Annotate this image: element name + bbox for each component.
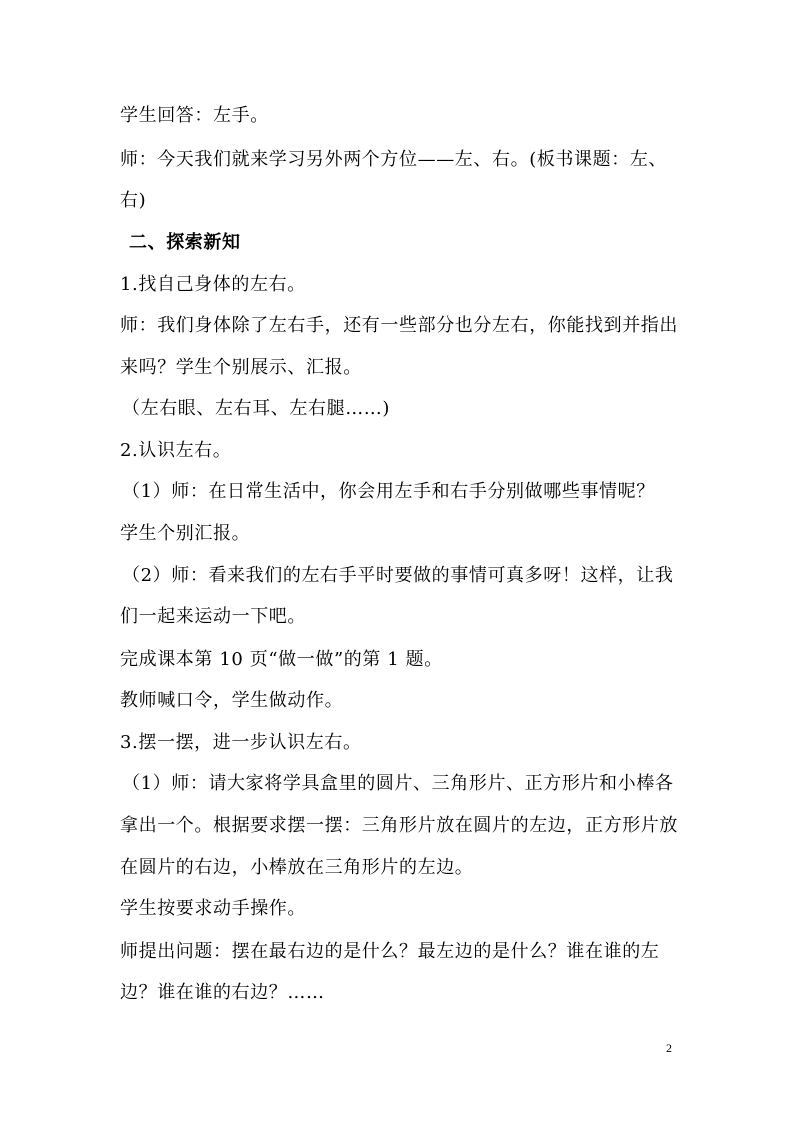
text-line: 完成课本第 10 页“做一做”的第 1 题。 xyxy=(120,649,443,670)
text-line: （1）师：在日常生活中，你会用左手和右手分别做哪些事情呢？ xyxy=(122,481,655,502)
text-line: 3.摆一摆，进一步认识左右。 xyxy=(120,732,362,753)
text-line: （2）师：看来我们的左右手平时要做的事情可真多呀！这样，让我 xyxy=(122,565,674,586)
text-line: 边？谁在谁的右边？…… xyxy=(120,982,325,1003)
text-line: 师：今天我们就来学习另外两个方位——左、右。(板书课题：左、 xyxy=(120,149,668,170)
text-line: 学生个别汇报。 xyxy=(120,523,251,544)
text-line: 们一起来运动一下吧。 xyxy=(120,606,306,627)
section-heading: 二、探索新知 xyxy=(129,232,241,253)
text-line: 拿出一个。根据要求摆一摆：三角形片放在圆片的左边，正方形片放 xyxy=(120,815,678,836)
text-line: （1）师：请大家将学具盒里的圆片、三角形片、正方形片和小棒各 xyxy=(122,773,674,794)
text-line: 2.认识左右。 xyxy=(120,440,232,461)
text-line: （左右眼、左右耳、左右腿……) xyxy=(122,398,391,419)
text-line: 教师喊口令，学生做动作。 xyxy=(120,690,344,711)
text-line: 右) xyxy=(120,190,147,211)
text-line: 师提出问题：摆在最右边的是什么？最左边的是什么？谁在谁的左 xyxy=(120,941,660,962)
text-line: 学生按要求动手操作。 xyxy=(120,898,306,919)
text-line: 师：我们身体除了左右手，还有一些部分也分左右，你能找到并指出 xyxy=(120,315,678,336)
text-line: 来吗？学生个别展示、汇报。 xyxy=(120,357,362,378)
page-number: 2 xyxy=(666,1041,672,1055)
text-line: 1.找自己身体的左右。 xyxy=(120,274,306,295)
text-line: 学生回答：左手。 xyxy=(120,105,269,126)
text-line: 在圆片的右边，小棒放在三角形片的左边。 xyxy=(120,857,474,878)
